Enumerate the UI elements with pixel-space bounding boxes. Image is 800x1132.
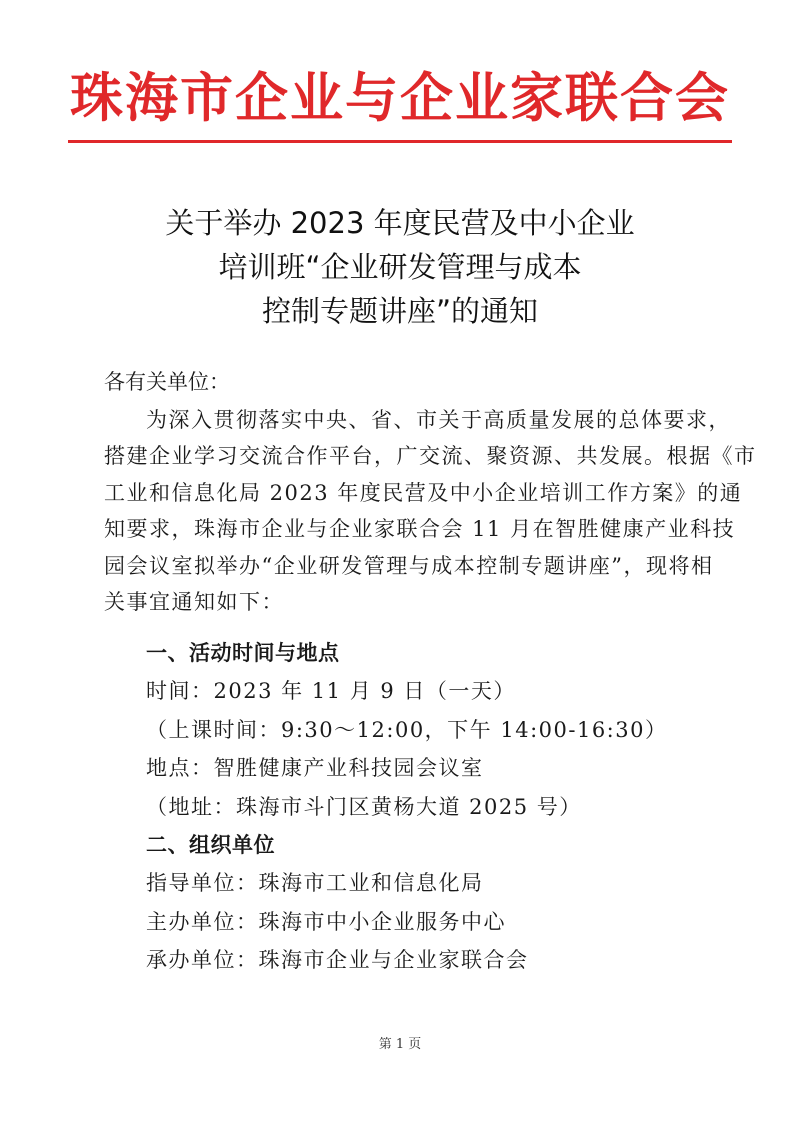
document-title <box>0 201 800 333</box>
guiding-unit: 指导单位：珠海市工业和信息化局 <box>146 871 484 896</box>
intro-line: 搭建企业学习交流合作平台，广交流、聚资源、共发展。根据《市 <box>104 444 757 469</box>
event-venue: 地点：智胜健康产业科技园会议室 <box>146 756 484 781</box>
venue-address: （地址：珠海市斗门区黄杨大道 2025 号） <box>146 794 582 819</box>
salutation: 各有关单位： <box>104 370 230 394</box>
intro-line: 为深入贯彻落实中央、省、市关于高质量发展的总体要求， <box>146 408 731 432</box>
organizing-unit: 承办单位：珠海市企业与企业家联合会 <box>146 948 529 973</box>
host-unit: 主办单位：珠海市中小企业服务中心 <box>146 909 506 934</box>
intro-line: 工业和信息化局 2023 年度民营及中小企业培训工作方案》的通 <box>104 480 743 505</box>
title-line: 培训班“企业研发管理与成本 <box>218 250 582 284</box>
title-line: 关于举办 2023 年度民营及中小企业 <box>165 206 635 240</box>
intro-line: 园会议室拟举办“企业研发管理与成本控制专题讲座”，现将相 <box>104 553 714 578</box>
section-heading-time-venue: 一、活动时间与地点 <box>146 641 340 665</box>
intro-paragraph <box>104 402 757 620</box>
class-schedule: （上课时间：9:30～12:00，下午 14:00-16:30） <box>146 717 668 742</box>
intro-line: 知要求，珠海市企业与企业家联合会 11 月在智胜健康产业科技 <box>104 517 736 542</box>
intro-line: 关事宜通知如下： <box>104 590 284 615</box>
section-heading-organizers: 二、组织单位 <box>146 833 275 858</box>
notice-sections <box>146 634 667 980</box>
event-time: 时间：2023 年 11 月 9 日（一天） <box>146 679 516 704</box>
letterhead-divider <box>68 140 732 143</box>
letterhead-org-name: 珠海市企业与企业家联合会 <box>70 67 730 129</box>
page-number: 第 1 页 <box>378 1037 422 1052</box>
title-line: 控制专题讲座”的通知 <box>261 294 539 328</box>
